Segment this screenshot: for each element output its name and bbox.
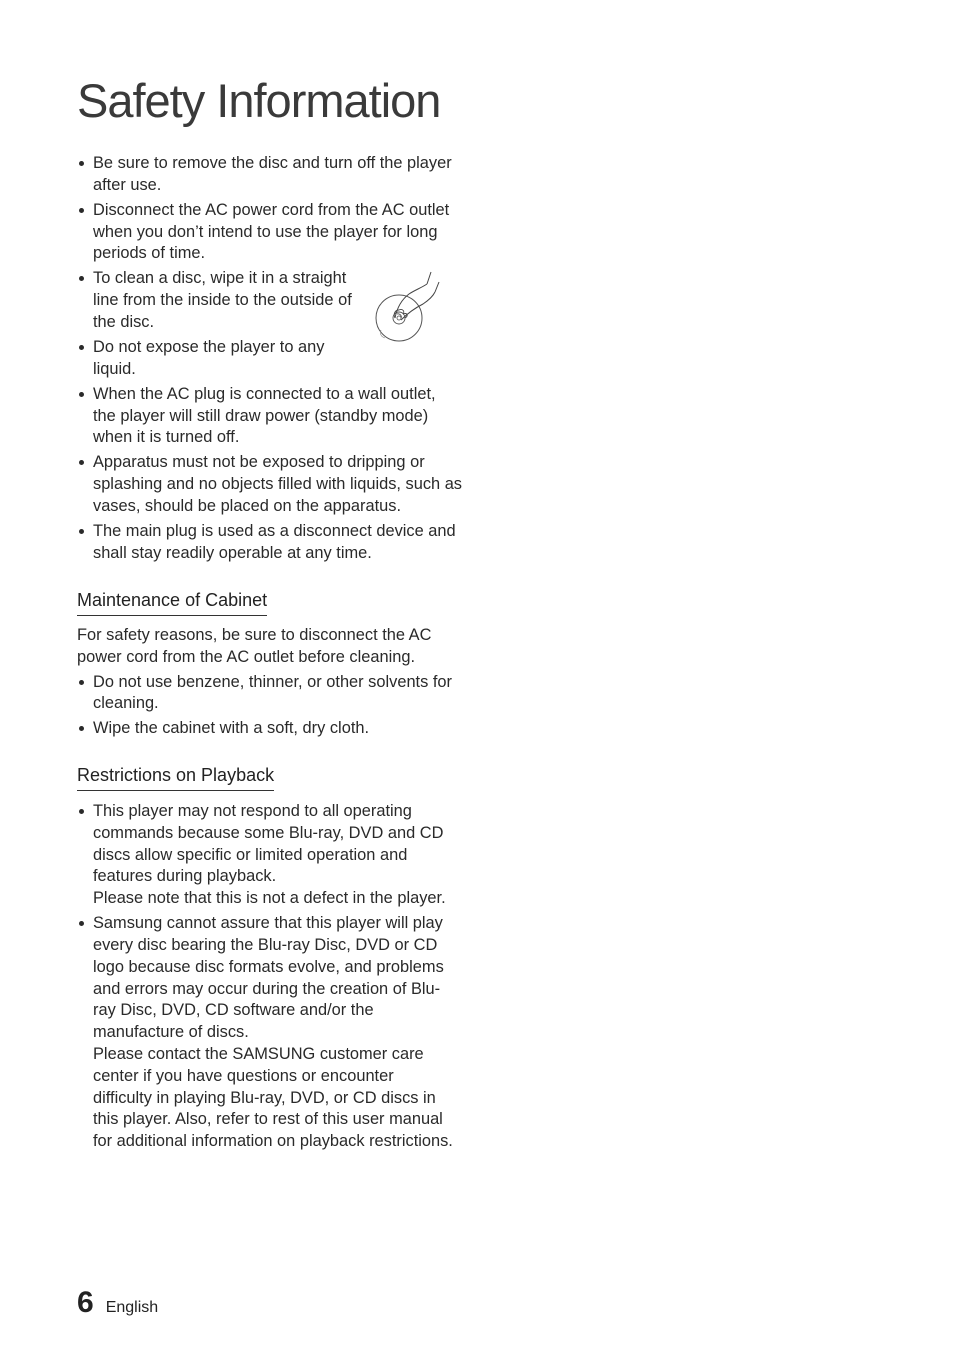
list-item: Do not expose the player to any liquid. [77,337,335,381]
list-item: Apparatus must not be exposed to dripping or splashing and no objects filled with liquids, such as vases, should be placed on the apparatus. [77,452,471,517]
list-item: To clean a disc, wipe it in a straight line from the inside to the outside of the disc. [77,268,363,333]
disc-cleaning-hand-icon [371,268,441,346]
list-item: Do not use benzene, thinner, or other solvents for cleaning. [77,672,457,716]
restrictions-section [77,801,457,1156]
bullet-text: Samsung cannot assure that this player will play every disc bearing the Blu-ray Disc, DVD or CD logo because disc formats evolve, and problems and errors may occur during the creation of Blu-ray Disc, DVD, CD software and/or the manufacture of discs. [93,914,444,1042]
list-item [77,913,456,1153]
bullet-text: This player may not respond to all operating commands because some Blu-ray, DVD and CD discs allow specific or limited operation and features during playback. [93,802,444,886]
restrictions-heading: Restrictions on Playback [77,764,274,791]
maintenance-intro: For safety reasons, be sure to disconnect the AC power cord from the AC outlet before cleaning. [77,626,432,666]
page-number: 6 [77,1286,94,1319]
safety-bullet-list [77,153,463,564]
maintenance-heading: Maintenance of Cabinet [77,589,267,616]
bullet-note: Please contact the SAMSUNG customer care center if you have questions or encounter difficulty in playing Blu-ray, DVD, or CD discs in this player. Also, refer to rest of this user manual for additional information on playback restrictions. [93,1044,453,1151]
restrictions-bullet-list [77,801,457,1153]
list-item: The main plug is used as a disconnect device and shall stay readily operable at any time. [77,521,457,565]
list-item: Disconnect the AC power cord from the AC outlet when you don’t intend to use the player for long periods of time. [77,200,457,265]
list-item: Be sure to remove the disc and turn off the player after use. [77,153,457,197]
list-item: Wipe the cabinet with a soft, dry cloth. [77,718,457,740]
maintenance-bullet-list [77,672,457,741]
list-item: When the AC plug is connected to a wall outlet, the player will still draw power (standby mode) when it is turned off. [77,384,457,449]
page-language: English [105,1299,159,1316]
page-title: Safety Information [77,74,441,127]
page-footer [77,1286,158,1320]
bullet-note: Please note that this is not a defect in the player. [93,889,446,908]
safety-list-container [77,153,463,568]
maintenance-section [77,625,457,743]
list-item [77,801,457,910]
